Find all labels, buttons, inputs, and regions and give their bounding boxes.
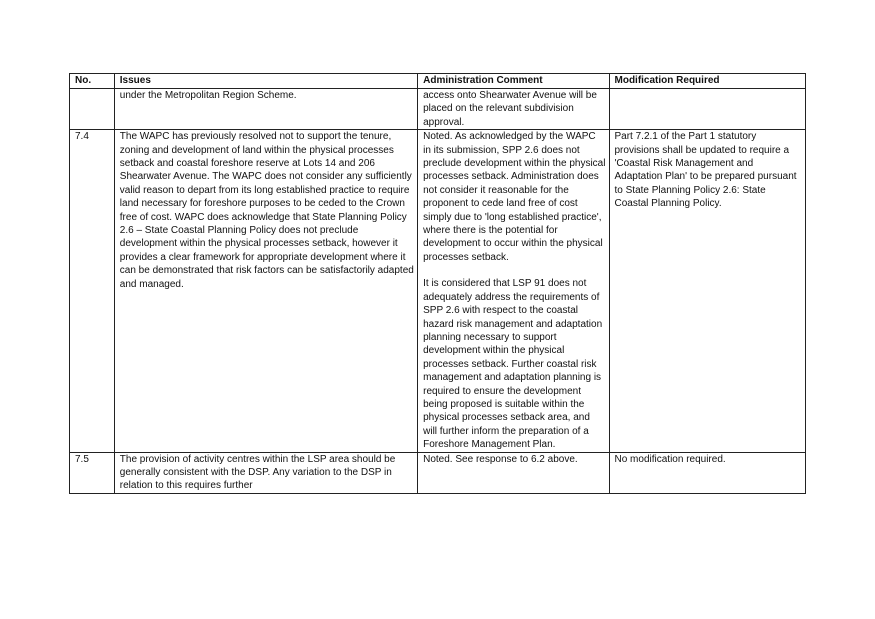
comment-paragraph: Noted. As acknowledged by the WAPC in its submission, SPP 2.6 does not preclude development within the physical processes setback. Administration does not consider it reasonable for the proponent to cede land free of cost simply due to 'long established practice', where there is the potential for development to occur within the physical processes setback.: [423, 131, 606, 263]
row-comment: [418, 452, 609, 493]
paragraph-gap: [423, 264, 605, 277]
row-comment: [418, 89, 609, 130]
row-modification: [609, 89, 806, 130]
header-issues: Issues: [114, 74, 417, 89]
row-comment: [418, 130, 609, 452]
row-number: [70, 89, 115, 130]
table-row: [70, 130, 806, 452]
header-comment: Administration Comment: [418, 74, 609, 89]
row-issues: under the Metropolitan Region Scheme.: [114, 89, 417, 130]
comment-paragraph: access onto Shearwater Avenue will be placed on the relevant subdivision approval.: [423, 90, 597, 128]
table-row: [70, 452, 806, 493]
table-header-row: [70, 74, 806, 89]
header-modification: Modification Required: [609, 74, 806, 89]
row-modification: Part 7.2.1 of the Part 1 statutory provisions shall be updated to require a 'Coastal Risk Management and Adaptation Plan' to be prepared pursuant to State Planning Policy 2.6: State Coastal Planning Policy.: [609, 130, 806, 452]
row-issues: The provision of activity centres within the LSP area should be generally consistent with the DSP. Any variation to the DSP in relation to this requires further: [114, 452, 417, 493]
submissions-table: [69, 73, 806, 494]
table-row: [70, 89, 806, 130]
row-number: 7.5: [70, 452, 115, 493]
row-number: 7.4: [70, 130, 115, 452]
comment-paragraph: Noted. See response to 6.2 above.: [423, 453, 578, 465]
row-modification: No modification required.: [609, 452, 806, 493]
comment-paragraph: It is considered that LSP 91 does not adequately address the requirements of SPP 2.6 with respect to the coastal hazard risk management and adaptation planning necessary to support development within the physical processes setback. Further coastal risk management and adaptation planning is required to ensure the development being proposed is suitable within the physical processes setback area, and will further inform the preparation of a Foreshore Management Plan.: [423, 278, 603, 451]
header-no: No.: [70, 74, 115, 89]
row-issues: The WAPC has previously resolved not to support the tenure, zoning and development of land within the physical processes setback and coastal foreshore reserve at Lots 14 and 206 Shearwater Avenue. The WAPC does not consider any sufficiently valid reason to depart from its long established practice to require land necessary for foreshore purposes to be ceded to the Crown free of cost. WAPC does acknowledge that State Planning Policy 2.6 – State Coastal Planning Policy does not preclude development within the physical processes setback, however it provides a clear framework for appropriate development where it can be demonstrated that risk factors can be satisfactorily adapted and managed.: [114, 130, 417, 452]
